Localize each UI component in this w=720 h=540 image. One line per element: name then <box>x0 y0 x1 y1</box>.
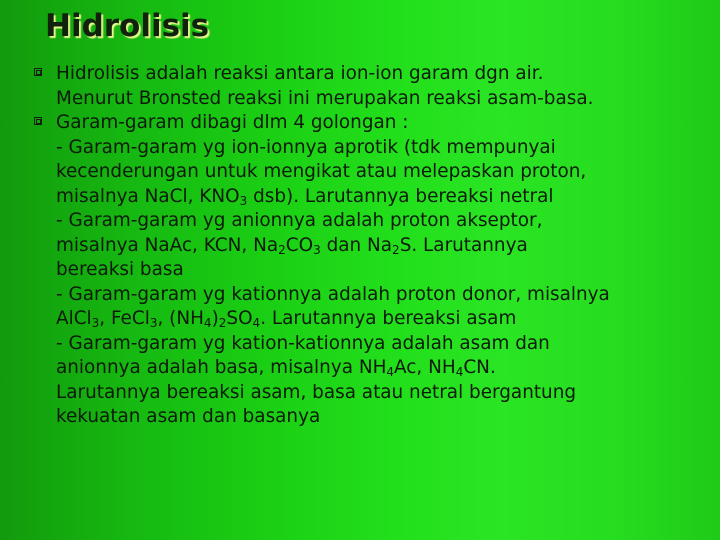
text-line: bereaksi basa <box>56 259 184 280</box>
text-segment: Ac, NH <box>394 357 456 378</box>
subscript: 4 <box>386 365 395 379</box>
subscript: 4 <box>252 316 261 330</box>
subscript: 2 <box>278 242 286 257</box>
square-bullet-icon <box>34 117 42 125</box>
subscript: 3 <box>239 193 248 208</box>
text-line: - Garam-garam yg kationnya adalah proton donor, misalnya <box>56 283 610 305</box>
text-segment: ) <box>211 308 219 329</box>
bullet-item-salt-groups <box>34 111 714 430</box>
text-line: Hidrolisis adalah reaksi antara ion-ion garam dgn air. <box>56 63 544 84</box>
subscript: 3 <box>149 316 158 330</box>
text-line <box>56 234 714 259</box>
text-line: kekuatan asam dan basanya <box>56 406 321 427</box>
slide-title: Hidrolisis <box>45 8 210 44</box>
square-bullet-icon <box>34 68 42 76</box>
text-segment: misalnya NaCl, KNO <box>56 185 240 207</box>
text-segment: . Larutannya bereaksi asam <box>260 308 517 329</box>
text-line <box>56 185 714 210</box>
text-line <box>56 307 714 332</box>
text-line: Menurut Bronsted reaksi ini merupakan reaksi asam-basa. <box>56 87 594 109</box>
text-segment: dsb). Larutannya bereaksi netral <box>247 185 554 207</box>
subscript: 4 <box>455 365 464 379</box>
text-segment: anionnya adalah basa, misalnya NH <box>56 357 387 378</box>
text-line: kecenderungan untuk mengikat atau melepaskan proton, <box>56 161 587 182</box>
text-segment: dan Na <box>320 234 393 256</box>
text-segment: CO <box>285 234 314 256</box>
bullet-item-hydrolysis-definition <box>34 62 714 111</box>
text-line: Larutannya bereaksi asam, basa atau netral bergantung <box>56 381 577 403</box>
text-segment: misalnya NaAc, KCN, Na <box>56 234 279 256</box>
text-segment: AlCl <box>56 308 92 329</box>
subscript: 3 <box>91 316 100 330</box>
text-segment: , FeCl <box>99 308 150 329</box>
text-line: - Garam-garam yg anionnya adalah proton akseptor, <box>56 210 543 231</box>
text-segment: CN. <box>463 357 496 378</box>
text-segment: , (NH <box>157 308 204 329</box>
subscript: 3 <box>313 242 321 257</box>
text-segment: SO <box>226 308 253 329</box>
subscript: 4 <box>203 316 212 330</box>
subscript: 2 <box>218 316 227 330</box>
subscript: 2 <box>392 242 400 257</box>
text-line: - Garam-garam yg kation-kationnya adalah asam dan <box>56 332 550 354</box>
slide-content <box>34 62 714 430</box>
text-line <box>56 356 714 381</box>
text-line: Garam-garam dibagi dlm 4 golongan : <box>56 112 409 133</box>
text-line: - Garam-garam yg ion-ionnya aprotik (tdk mempunyai <box>56 136 556 158</box>
text-segment: S. Larutannya <box>399 234 528 256</box>
